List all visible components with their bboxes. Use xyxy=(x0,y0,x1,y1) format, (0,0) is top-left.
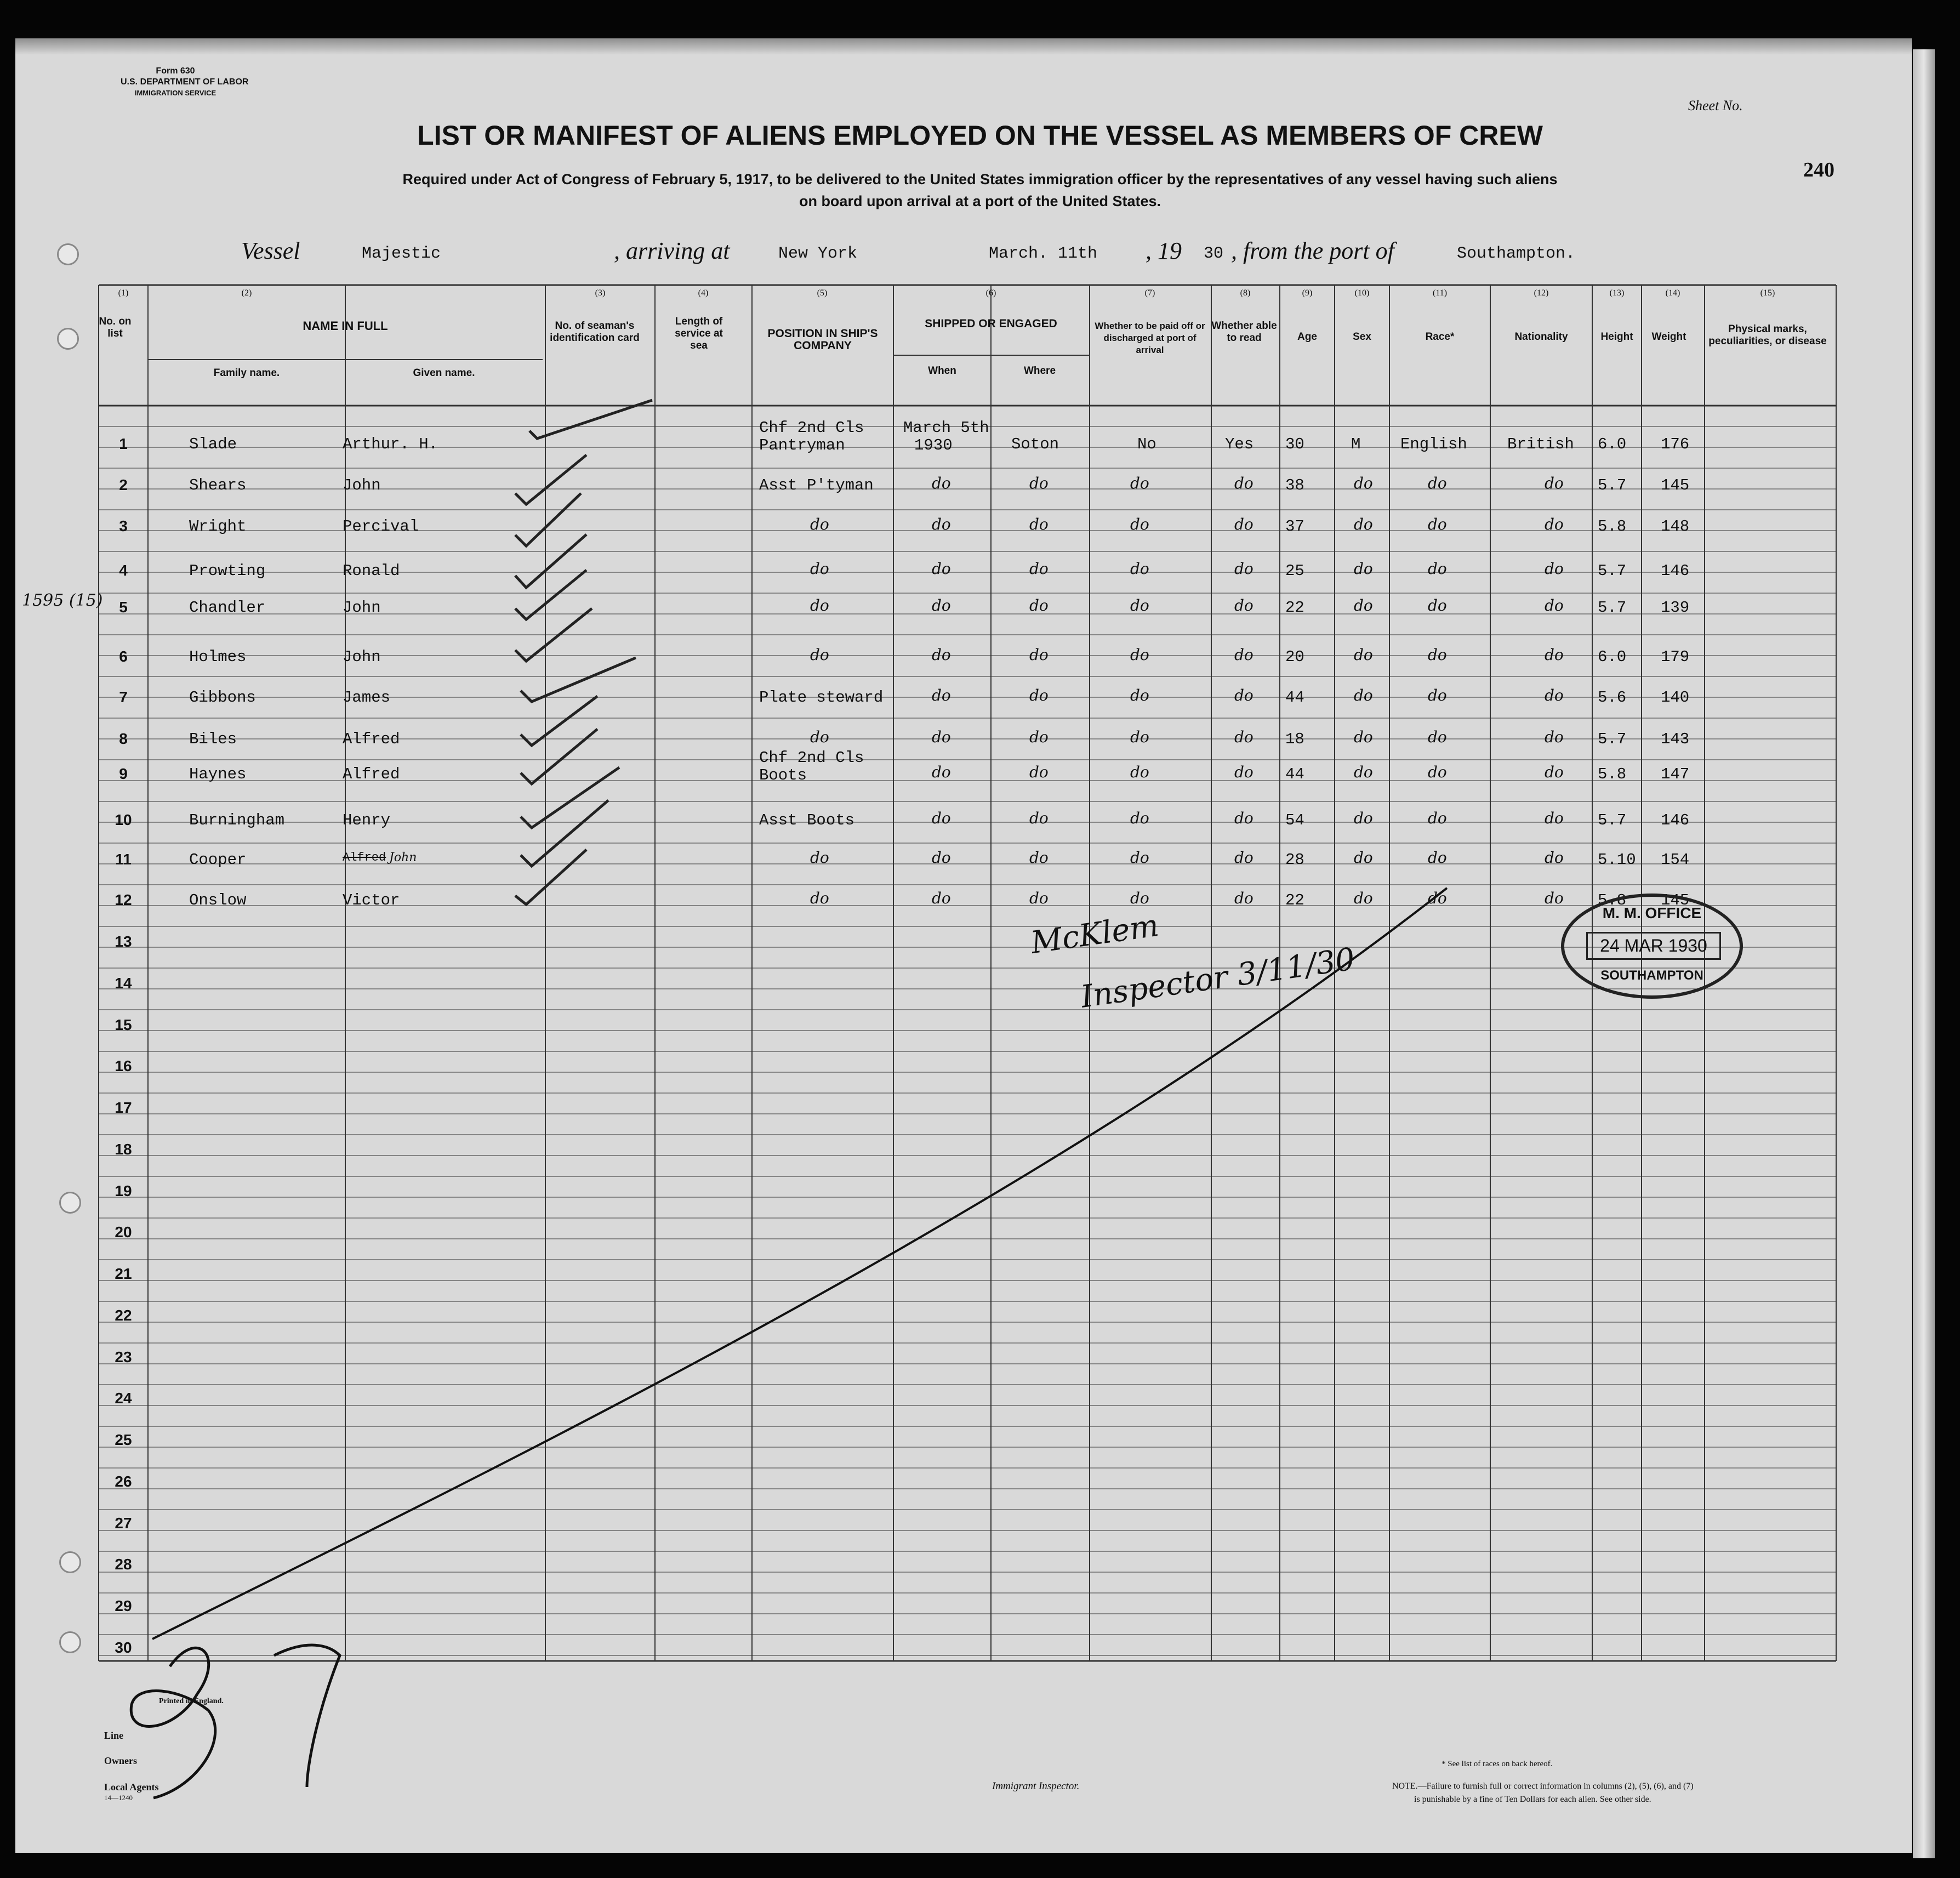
race: do xyxy=(1428,889,1447,907)
row-number: 29 xyxy=(115,1597,132,1614)
sex: do xyxy=(1354,686,1373,704)
row-number: 10 xyxy=(115,811,132,828)
sex: do xyxy=(1354,646,1373,664)
row-number: 20 xyxy=(115,1223,132,1240)
family-name: Gibbons xyxy=(189,688,256,707)
nationality: do xyxy=(1545,560,1564,578)
able-to-read: do xyxy=(1234,646,1254,664)
family-name: Cooper xyxy=(189,851,247,869)
arrival-port: New York xyxy=(778,244,858,263)
height: 5.8 xyxy=(1598,517,1627,536)
footer-note-2: is punishable by a fine of Ten Dollars for each alien. See other side. xyxy=(1414,1795,1651,1804)
race: do xyxy=(1428,474,1447,492)
header-given-name: Given name. xyxy=(413,367,475,379)
weight: 176 xyxy=(1661,435,1690,453)
shipped-where: do xyxy=(1029,889,1049,907)
weight: 145 xyxy=(1661,476,1690,494)
struck-given-name: Alfred xyxy=(343,851,386,864)
able-to-read: do xyxy=(1234,889,1254,907)
header-where: Where xyxy=(1023,365,1056,377)
nationality: do xyxy=(1545,686,1564,704)
column-number: (14) xyxy=(1665,288,1680,298)
sheet-label: Sheet No. xyxy=(1688,98,1743,113)
service-name: IMMIGRATION SERVICE xyxy=(134,89,216,97)
race: do xyxy=(1428,560,1447,578)
footer-owners-label: Owners xyxy=(104,1755,137,1766)
position-ditto: do xyxy=(810,560,829,578)
able-to-read: do xyxy=(1234,515,1254,533)
header-height: Height xyxy=(1600,331,1633,343)
shipped-when: do xyxy=(932,809,951,827)
inspector-note: Inspector 3/11/30 xyxy=(1078,941,1358,1015)
able-to-read: Yes xyxy=(1225,435,1254,453)
shipped-where: do xyxy=(1029,515,1049,533)
footer-form-code: 14—1240 xyxy=(104,1794,133,1802)
row-number: 14 xyxy=(115,975,132,992)
shipped-when: do xyxy=(932,596,951,614)
family-name: Slade xyxy=(189,435,237,453)
sex: do xyxy=(1354,849,1373,867)
row-number: 6 xyxy=(119,648,128,665)
able-to-read: do xyxy=(1234,596,1254,614)
age: 30 xyxy=(1285,435,1304,453)
form-number: Form 630 xyxy=(156,66,195,76)
height: 5.6 xyxy=(1598,688,1627,707)
shipped-where: do xyxy=(1029,686,1049,704)
shipped-when-year: 1930 xyxy=(914,436,953,454)
paid-off: do xyxy=(1130,686,1149,704)
header-weight: Weight xyxy=(1651,331,1686,343)
shipped-where: do xyxy=(1029,646,1049,664)
row-number: 30 xyxy=(115,1639,132,1656)
sheet-number: 240 xyxy=(1803,158,1834,181)
position-ditto: do xyxy=(810,596,829,614)
shipped-when: do xyxy=(932,763,951,781)
nationality: British xyxy=(1507,435,1574,453)
sex: M xyxy=(1351,435,1361,453)
printed-in: Printed in England. xyxy=(159,1697,224,1705)
column-number: (3) xyxy=(595,288,606,298)
big-number xyxy=(153,1666,161,1672)
given-name: James xyxy=(343,688,391,707)
given-name: Percival xyxy=(343,517,419,536)
able-to-read: do xyxy=(1234,849,1254,867)
diagonal-cancel-line xyxy=(152,888,1447,1639)
weight: 179 xyxy=(1661,648,1690,666)
nationality: do xyxy=(1545,646,1564,664)
year-prefix: , 19 xyxy=(1146,237,1182,264)
height: 6.0 xyxy=(1598,648,1627,666)
age: 44 xyxy=(1285,688,1304,707)
header-name-in-full: NAME IN FULL xyxy=(303,319,388,333)
family-name: Biles xyxy=(189,730,237,748)
given-name: Alfred xyxy=(343,730,400,748)
weight: 146 xyxy=(1661,811,1690,829)
shipped-when: do xyxy=(932,849,951,867)
header-length-service: Length of service at sea xyxy=(675,316,723,351)
weight: 145 xyxy=(1661,891,1690,909)
row-number: 8 xyxy=(119,730,128,747)
paid-off: do xyxy=(1130,560,1149,578)
row-number: 19 xyxy=(115,1182,132,1199)
family-name: Chandler xyxy=(189,599,266,617)
row-number: 1 xyxy=(119,435,128,452)
shipped-when: March 5th xyxy=(903,419,989,437)
column-number: (12) xyxy=(1534,288,1549,298)
big-number-scrawl xyxy=(131,1645,340,1798)
weight: 140 xyxy=(1661,688,1690,707)
nationality: do xyxy=(1545,849,1564,867)
header-able-read: Whether able to read xyxy=(1211,320,1277,344)
race: English xyxy=(1400,435,1467,453)
row-number: 16 xyxy=(115,1057,132,1074)
row-number: 12 xyxy=(115,891,132,908)
departure-port: Southampton. xyxy=(1457,244,1576,263)
row-number: 24 xyxy=(115,1390,132,1407)
able-to-read: do xyxy=(1234,763,1254,781)
header-no-on-list: No. on list xyxy=(99,316,132,339)
family-name: Wright xyxy=(189,517,247,536)
family-name: Onslow xyxy=(189,891,247,909)
department-name: U.S. DEPARTMENT OF LABOR xyxy=(121,77,249,87)
race: do xyxy=(1428,849,1447,867)
height: 5.7 xyxy=(1598,599,1627,617)
height: 5.7 xyxy=(1598,476,1627,494)
row-number: 21 xyxy=(115,1265,132,1282)
sex: do xyxy=(1354,596,1373,614)
arrival-date: March. 11th xyxy=(989,244,1098,263)
row-number: 13 xyxy=(115,933,132,950)
age: 22 xyxy=(1285,599,1304,617)
row-number: 27 xyxy=(115,1515,132,1532)
race: do xyxy=(1428,728,1447,746)
race: do xyxy=(1428,515,1447,533)
shipped-when: do xyxy=(932,515,951,533)
office-stamp xyxy=(1561,894,1743,999)
margin-note: 1595 (15) xyxy=(22,591,103,610)
age: 22 xyxy=(1285,891,1304,909)
position-line-2: Boots xyxy=(759,766,807,784)
paid-off: do xyxy=(1130,809,1149,827)
nationality: do xyxy=(1545,515,1564,533)
column-number: (15) xyxy=(1760,288,1775,298)
vessel-label: Vessel xyxy=(241,237,300,264)
height: 5.8 xyxy=(1598,891,1627,909)
vessel-name: Majestic xyxy=(362,244,441,263)
row-number: 26 xyxy=(115,1473,132,1490)
nationality: do xyxy=(1545,809,1564,827)
position: Chf 2nd Cls xyxy=(759,749,864,767)
paid-off: do xyxy=(1130,889,1149,907)
shipped-where: do xyxy=(1029,809,1049,827)
race: do xyxy=(1428,646,1447,664)
column-number: (4) xyxy=(698,288,709,298)
paid-off: do xyxy=(1130,763,1149,781)
weight: 139 xyxy=(1661,599,1690,617)
column-number: (1) xyxy=(118,288,129,298)
column-number: (2) xyxy=(241,288,252,298)
sex: do xyxy=(1354,763,1373,781)
family-name: Holmes xyxy=(189,648,247,666)
paid-off: do xyxy=(1130,728,1149,746)
given-name: Alfred xyxy=(343,765,400,783)
shipped-where: do xyxy=(1029,728,1049,746)
age: 37 xyxy=(1285,517,1304,536)
height: 6.0 xyxy=(1598,435,1627,453)
shipped-where: do xyxy=(1029,560,1049,578)
row-number: 23 xyxy=(115,1348,132,1365)
sex: do xyxy=(1354,515,1373,533)
column-number: (9) xyxy=(1302,288,1313,298)
age: 25 xyxy=(1285,562,1304,580)
position-line-2: Pantryman xyxy=(759,436,845,454)
able-to-read: do xyxy=(1234,728,1254,746)
weight: 143 xyxy=(1661,730,1690,748)
nationality: do xyxy=(1545,728,1564,746)
nationality: do xyxy=(1545,763,1564,781)
row-number: 18 xyxy=(115,1141,132,1158)
column-number: (10) xyxy=(1354,288,1370,298)
immigrant-inspector-label: Immigrant Inspector. xyxy=(992,1780,1080,1792)
stamp-date: 24 MAR 1930 xyxy=(1586,932,1721,960)
header-shipped: SHIPPED OR ENGAGED xyxy=(925,317,1057,330)
shipped-when: do xyxy=(932,646,951,664)
row-number: 5 xyxy=(119,599,128,616)
shipped-where: do xyxy=(1029,596,1049,614)
stamp-bottom: SOUTHAMPTON xyxy=(1600,968,1703,983)
paid-off: do xyxy=(1130,646,1149,664)
arriving-label: , arriving at xyxy=(614,237,730,264)
paid-off: do xyxy=(1130,474,1149,492)
subtitle-line-2: on board upon arrival at a port of the United States. xyxy=(799,193,1161,209)
races-note: * See list of races on back hereof. xyxy=(1441,1760,1553,1768)
paid-off: do xyxy=(1130,596,1149,614)
column-number: (6) xyxy=(985,288,996,298)
footer-agents-label: Local Agents xyxy=(104,1782,159,1792)
paid-off: do xyxy=(1130,849,1149,867)
race: do xyxy=(1428,686,1447,704)
header-age: Age xyxy=(1297,331,1317,343)
weight: 146 xyxy=(1661,562,1690,580)
column-number: (13) xyxy=(1609,288,1625,298)
position-ditto: do xyxy=(810,889,829,907)
position: Chf 2nd Cls xyxy=(759,419,864,437)
age: 38 xyxy=(1285,476,1304,494)
nationality: do xyxy=(1545,596,1564,614)
shipped-when: do xyxy=(932,889,951,907)
arrival-year: 30 xyxy=(1204,244,1224,263)
family-name: Shears xyxy=(189,476,247,494)
position: Asst P'tyman xyxy=(759,476,874,494)
shipped-when: do xyxy=(932,560,951,578)
nationality: do xyxy=(1545,889,1564,907)
header-family-name: Family name. xyxy=(213,367,280,379)
row-number: 22 xyxy=(115,1307,132,1324)
given-name: John xyxy=(343,599,381,617)
checkmarks xyxy=(515,400,652,904)
family-name: Burningham xyxy=(189,811,285,829)
sex: do xyxy=(1354,889,1373,907)
row-number: 17 xyxy=(115,1099,132,1116)
position-ditto: do xyxy=(810,646,829,664)
page-title: LIST OR MANIFEST OF ALIENS EMPLOYED ON THE VESSEL AS MEMBERS OF CREW xyxy=(417,120,1543,151)
able-to-read: do xyxy=(1234,474,1254,492)
sex: do xyxy=(1354,728,1373,746)
given-name: John xyxy=(343,648,381,666)
stamp-top: M. M. OFFICE xyxy=(1602,904,1702,921)
footer-note: NOTE.—Failure to furnish full or correct information in columns (2), (5), (6), and (7) xyxy=(1392,1782,1694,1791)
row-number: 2 xyxy=(119,476,128,493)
row-number: 7 xyxy=(119,688,128,705)
row-number: 11 xyxy=(115,851,132,868)
column-number: (5) xyxy=(817,288,828,298)
header-sex: Sex xyxy=(1353,331,1371,343)
header-physical-marks: Physical marks, peculiarities, or disease xyxy=(1708,323,1827,347)
able-to-read: do xyxy=(1234,560,1254,578)
age: 18 xyxy=(1285,730,1304,748)
row-number: 15 xyxy=(115,1016,132,1033)
race: do xyxy=(1428,763,1447,781)
family-name: Prowting xyxy=(189,562,266,580)
height: 5.8 xyxy=(1598,765,1627,783)
height: 5.10 xyxy=(1598,851,1636,869)
position-ditto: do xyxy=(810,728,829,746)
header-nationality: Nationality xyxy=(1514,331,1568,343)
header-when: When xyxy=(928,365,956,377)
shipped-where: Soton xyxy=(1011,435,1059,453)
row-number: 25 xyxy=(115,1431,132,1448)
sex: do xyxy=(1354,474,1373,492)
position: Plate steward xyxy=(759,688,884,707)
sex: do xyxy=(1354,809,1373,827)
age: 28 xyxy=(1285,851,1304,869)
column-number: (8) xyxy=(1240,288,1251,298)
column-number: (11) xyxy=(1432,288,1448,298)
shipped-where: do xyxy=(1029,849,1049,867)
age: 20 xyxy=(1285,648,1304,666)
header-paid-off: Whether to be paid off or discharged at port of arrival xyxy=(1095,321,1205,355)
weight: 148 xyxy=(1661,517,1690,536)
sex: do xyxy=(1354,560,1373,578)
paid-off: No xyxy=(1137,435,1156,453)
row-number: 9 xyxy=(119,765,128,782)
height: 5.7 xyxy=(1598,811,1627,829)
height: 5.7 xyxy=(1598,562,1627,580)
shipped-where: do xyxy=(1029,474,1049,492)
paid-off: do xyxy=(1130,515,1149,533)
given-name: Henry xyxy=(343,811,391,829)
row-number: 3 xyxy=(119,517,128,534)
given-name: Victor xyxy=(343,891,400,909)
footer-line-label: Line xyxy=(104,1730,124,1741)
family-name: Haynes xyxy=(189,765,247,783)
row-number: 4 xyxy=(119,562,128,579)
subtitle-line-1: Required under Act of Congress of February 5, 1917, to be delivered to the United States immigration officer by the representatives of any vessel having such aliens xyxy=(402,171,1558,187)
given-name: John xyxy=(343,476,381,494)
header-position: POSITION IN SHIP'S COMPANY xyxy=(767,327,878,352)
shipped-when: do xyxy=(932,474,951,492)
race: do xyxy=(1428,596,1447,614)
nationality: do xyxy=(1545,474,1564,492)
age: 44 xyxy=(1285,765,1304,783)
column-number: (7) xyxy=(1144,288,1155,298)
given-name: John xyxy=(389,851,417,864)
shipped-when: do xyxy=(932,686,951,704)
position-ditto: do xyxy=(810,849,829,867)
age: 54 xyxy=(1285,811,1304,829)
able-to-read: do xyxy=(1234,686,1254,704)
header-seaman-id: No. of seaman's identification card xyxy=(550,320,640,344)
shipped-where: do xyxy=(1029,763,1049,781)
position: Asst Boots xyxy=(759,811,855,829)
header-race: Race* xyxy=(1425,331,1455,343)
given-name: Ronald xyxy=(343,562,400,580)
shipped-when: do xyxy=(932,728,951,746)
row-number: 28 xyxy=(115,1556,132,1573)
height: 5.7 xyxy=(1598,730,1627,748)
given-name: Arthur. H. xyxy=(343,435,438,453)
able-to-read: do xyxy=(1234,809,1254,827)
weight: 147 xyxy=(1661,765,1690,783)
inspector-signature: McKlem xyxy=(1028,907,1161,961)
race: do xyxy=(1428,809,1447,827)
from-label: , from the port of xyxy=(1231,237,1394,264)
position-ditto: do xyxy=(810,515,829,533)
weight: 154 xyxy=(1661,851,1690,869)
